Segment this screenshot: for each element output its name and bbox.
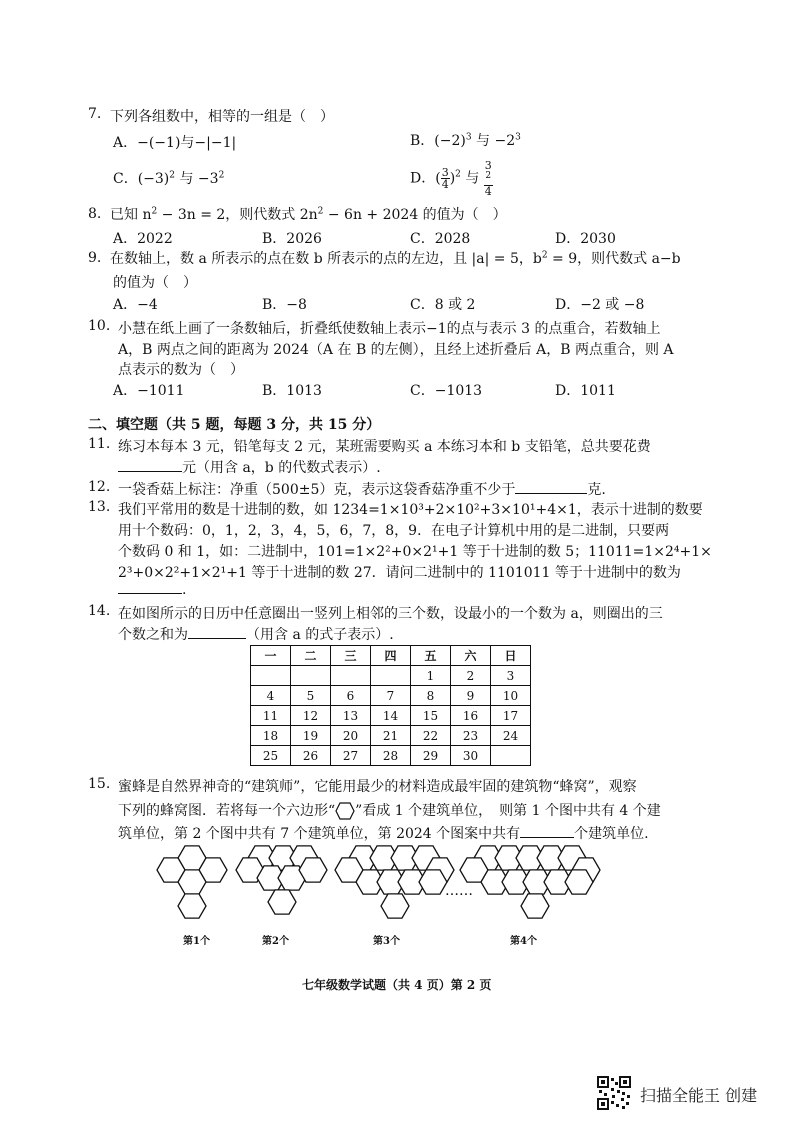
q11-number: 11. bbox=[88, 436, 111, 452]
q15-number: 15. bbox=[88, 776, 111, 792]
q13-line1: 我们平常用的数是十进制的数，如 1234=1×10³+2×10²+3×10¹+4×1，表示十进制的数要 bbox=[118, 502, 703, 518]
calendar-cell: 14 bbox=[371, 706, 411, 726]
q9-number: 9. bbox=[88, 250, 102, 266]
q8-option-a: A．2022 bbox=[113, 231, 173, 247]
scanner-watermark: 扫描全能王 创建 bbox=[640, 1086, 758, 1105]
q11-answer-blank[interactable] bbox=[118, 471, 182, 472]
q15-line2: 下列的蜂窝图．若将每一个六边形“ ”看成 1 个建筑单位， 则第 1 个图中共有 4 个建 bbox=[118, 803, 661, 819]
calendar-cell: 30 bbox=[451, 746, 491, 766]
q8-option-c: C．2028 bbox=[410, 231, 471, 247]
q7-option-a: A．−(−1)与−|−1| bbox=[113, 135, 237, 151]
qr-code-icon bbox=[597, 1076, 631, 1110]
hexagon-icon bbox=[335, 802, 355, 820]
q12-number: 12. bbox=[88, 479, 111, 495]
calendar-cell: 7 bbox=[371, 686, 411, 706]
calendar-cell bbox=[251, 666, 291, 686]
calendar-header-cell: 三 bbox=[331, 646, 371, 666]
q9-option-b: B．−8 bbox=[262, 297, 307, 313]
q10-option-a: A．−1011 bbox=[113, 383, 185, 399]
calendar-cell: 18 bbox=[251, 726, 291, 746]
figure-label-1: 第1个 bbox=[183, 936, 210, 947]
calendar-cell: 8 bbox=[411, 686, 451, 706]
calendar-row bbox=[251, 686, 531, 706]
q13-number: 13. bbox=[88, 499, 111, 515]
q7-stem: 下列各组数中，相等的一组是（ ） bbox=[110, 109, 334, 125]
calendar-cell: 2 bbox=[451, 666, 491, 686]
calendar-cell: 16 bbox=[451, 706, 491, 726]
calendar-cell: 17 bbox=[491, 706, 531, 726]
calendar-table bbox=[250, 645, 531, 766]
calendar-cell: 13 bbox=[331, 706, 371, 726]
q10-line1: 小慧在纸上画了一条数轴后，折叠纸使数轴上表示−1的点与表示 3 的点重合，若数轴上 bbox=[118, 321, 661, 337]
honeycomb-figure-3 bbox=[335, 846, 454, 918]
figure-label-4: 第4个 bbox=[510, 936, 537, 947]
calendar-row bbox=[251, 706, 531, 726]
calendar-cell: 26 bbox=[291, 746, 331, 766]
calendar-cell: 19 bbox=[291, 726, 331, 746]
q10-line2: A，B 两点之间的距离为 2024（A 在 B 的左侧），且经上述折叠后 A，B 两点重合，则 A bbox=[118, 342, 674, 358]
q14-number: 14. bbox=[88, 603, 111, 619]
q8-option-d: D．2030 bbox=[555, 231, 616, 247]
q8-option-b: B．2026 bbox=[262, 231, 322, 247]
calendar-cell: 6 bbox=[331, 686, 371, 706]
figures-ellipsis: …… bbox=[445, 883, 473, 899]
q10-number: 10. bbox=[88, 318, 111, 334]
calendar-header-cell: 日 bbox=[491, 646, 531, 666]
q8-stem: 已知 $n^2 - 3n = 2$，则代数式 $2n^2 - 6n + 2024$ 的值为（ ） bbox=[110, 206, 507, 223]
calendar-cell bbox=[291, 666, 331, 686]
calendar-cell: 4 bbox=[251, 686, 291, 706]
q13-line5: . bbox=[118, 582, 186, 598]
calendar-cell: 9 bbox=[451, 686, 491, 706]
q8-number: 8. bbox=[88, 206, 102, 222]
honeycomb-figures bbox=[150, 838, 650, 923]
calendar-cell: 29 bbox=[411, 746, 451, 766]
q12-answer-blank[interactable] bbox=[515, 493, 587, 494]
q10-option-c: C．−1013 bbox=[410, 383, 483, 399]
calendar-cell: 10 bbox=[491, 686, 531, 706]
q7-number: 7. bbox=[88, 106, 102, 122]
figure-label-3: 第3个 bbox=[373, 936, 400, 947]
q14-answer-blank[interactable] bbox=[188, 638, 246, 639]
honeycomb-figure-4 bbox=[460, 846, 600, 918]
q14-line1: 在如图所示的日历中任意圈出一竖列上相邻的三个数，设最小的一个数为 a，则圈出的三 bbox=[118, 606, 663, 622]
calendar-cell: 11 bbox=[251, 706, 291, 726]
q15-line3: 筑单位，第 2 个图中共有 7 个建筑单位，第 2024 个图案中共有 个建筑单位. bbox=[118, 826, 649, 842]
calendar-cell: 12 bbox=[291, 706, 331, 726]
q13-line3: 个数码 0 和 1，如：二进制中，101=1×2²+0×2¹+1 等于十进制的数 5；11011=1×2⁴+1× bbox=[118, 544, 712, 560]
calendar-header-cell: 一 bbox=[251, 646, 291, 666]
calendar-header-cell: 六 bbox=[451, 646, 491, 666]
q11-line2: 元（用含 a，b 的代数式表示）. bbox=[118, 457, 381, 477]
calendar-cell: 15 bbox=[411, 706, 451, 726]
calendar-row bbox=[251, 666, 531, 686]
calendar-header-cell: 四 bbox=[371, 646, 411, 666]
calendar-cell: 21 bbox=[371, 726, 411, 746]
section-fill-in-heading: 二、填空题（共 5 题，每题 3 分，共 15 分） bbox=[88, 417, 381, 433]
calendar-cell: 3 bbox=[491, 666, 531, 686]
q13-line2: 用十个数码：0，1，2，3，4，5，6，7，8，9．在电子计算机中用的是二进制，只要两 bbox=[118, 523, 670, 539]
q13-answer-blank[interactable] bbox=[118, 593, 182, 594]
calendar-header-row bbox=[251, 646, 531, 666]
calendar-cell: 23 bbox=[451, 726, 491, 746]
calendar-cell: 22 bbox=[411, 726, 451, 746]
q7-option-d: D．( $\frac{3}{4}$ )$^2$ 与 3 $^2$ 4 bbox=[410, 159, 492, 198]
calendar-cell: 27 bbox=[331, 746, 371, 766]
q14-line2: 个数之和为 （用含 a 的式子表示）. bbox=[118, 627, 394, 643]
calendar-cell: 5 bbox=[291, 686, 331, 706]
calendar-cell: 25 bbox=[251, 746, 291, 766]
q9-stem: 在数轴上，数 a 所表示的点在数 b 所表示的点的左边，且 |a| = 5，$b^2 = 9$，则代数式 a−b bbox=[110, 250, 681, 267]
q9-option-a: A．−4 bbox=[113, 297, 158, 313]
calendar-cell: 28 bbox=[371, 746, 411, 766]
calendar-cell: 24 bbox=[491, 726, 531, 746]
calendar-header-cell: 二 bbox=[291, 646, 331, 666]
calendar-row bbox=[251, 726, 531, 746]
q9-option-d: D．−2 或 −8 bbox=[555, 297, 645, 313]
q13-line4: 2³+0×2²+1×2¹+1 等于十进制的数 27．请问二进制中的 1101011 等于十进制中的数为 bbox=[118, 565, 681, 581]
q10-option-d: D．1011 bbox=[555, 383, 616, 399]
calendar-cell bbox=[331, 666, 371, 686]
honeycomb-figure-1 bbox=[157, 846, 227, 918]
calendar-row bbox=[251, 746, 531, 766]
q10-option-b: B．1013 bbox=[262, 383, 322, 399]
calendar-cell: 1 bbox=[411, 666, 451, 686]
q12-text: 一袋香菇上标注：净重（500±5）克，表示这袋香菇净重不少于 克. bbox=[118, 482, 606, 498]
q9-stem-line2: 的值为（ ） bbox=[113, 275, 197, 291]
q11-line1: 练习本每本 3 元，铅笔每支 2 元，某班需要购买 a 本练习本和 b 支铅笔，总共要花费 bbox=[118, 439, 651, 455]
q15-line1: 蜜蜂是自然界神奇的“建筑师”，它能用最少的材料造成最牢固的建筑物“蜂窝”，观察 bbox=[118, 779, 637, 795]
calendar-cell: 20 bbox=[331, 726, 371, 746]
calendar-cell bbox=[491, 746, 531, 766]
page-footer: 七年级数学试题（共 4 页）第 2 页 bbox=[302, 978, 492, 992]
q9-option-c: C．8 或 2 bbox=[410, 297, 476, 313]
figure-label-2: 第2个 bbox=[262, 936, 289, 947]
calendar-cell bbox=[371, 666, 411, 686]
calendar-header-cell: 五 bbox=[411, 646, 451, 666]
q7-option-c: C．$(-3)^2$ 与 $-3^2$ bbox=[113, 170, 225, 187]
q10-line3: 点表示的数为（ ） bbox=[118, 362, 244, 378]
honeycomb-figure-2 bbox=[236, 846, 327, 914]
q7-option-b: B．$(-2)^3$ 与 $-2^3$ bbox=[410, 132, 521, 149]
